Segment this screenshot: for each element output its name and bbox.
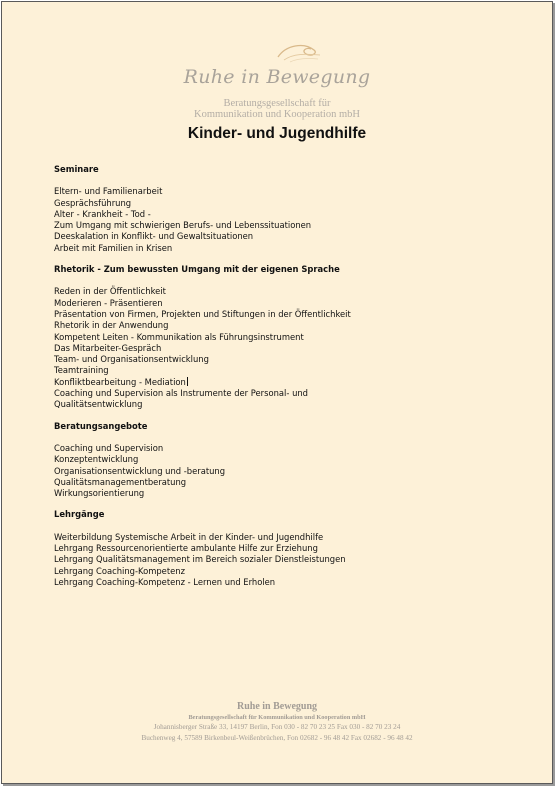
section-heading: Beratungsangebote (54, 420, 148, 431)
list-item: Qualitätsentwicklung (54, 399, 143, 410)
list-item: Rhetorik in der Anwendung (54, 320, 169, 331)
list-item: Konzeptentwicklung (54, 454, 139, 465)
list-item: Lehrgang Coaching-Kompetenz - Lernen und Erholen (54, 576, 276, 587)
list-item: Das Mitarbeiter-Gespräch (54, 342, 162, 353)
subtitle-line: Kommunikation und Kooperation mbH (194, 109, 360, 120)
swirl-logo-icon (274, 42, 324, 64)
list-item: Lehrgang Ressourcenorientierte ambulante Hilfe zur Erziehung (54, 543, 318, 554)
footer-address: Johannisberger Straße 33, 14197 Berlin, Fon 030 - 82 70 23 25 Fax 030 - 82 70 23 24 (153, 723, 401, 731)
list-item: Zum Umgang mit schwierigen Berufs- und Lebenssituationen (54, 220, 312, 231)
section-lehrgaenge (54, 509, 514, 588)
list-item: Moderieren - Präsentieren (54, 297, 163, 308)
list-item: Team- und Organisationsentwicklung (54, 354, 209, 365)
list-item: Arbeit mit Familien in Krisen (54, 242, 173, 253)
section-seminare (54, 164, 514, 254)
footer-org: Beratungsgesellschaft für Kommunikation und Kooperation mbH (188, 714, 366, 721)
brand-subtitle (2, 98, 552, 120)
document-body (54, 164, 514, 598)
brand-name: Ruhe in Bewegung (183, 66, 371, 88)
section-beratungsangebote (54, 421, 514, 500)
list-item: Organisationsentwicklung und -beratung (54, 465, 226, 476)
list-item: Alter - Krankheit - Tod - (54, 208, 151, 219)
text-cursor (187, 377, 188, 386)
list-item: Weiterbildung Systemische Arbeit in der Kinder- und Jugendhilfe (54, 531, 324, 542)
list-item: Lehrgang Coaching-Kompetenz (54, 565, 185, 576)
list-item: Kompetent Leiten - Kommunikation als Führungsinstrument (54, 331, 304, 342)
list-item: Gesprächsführung (54, 197, 132, 208)
page-footer (2, 701, 552, 744)
list-item: Reden in der Öffentlichkeit (54, 286, 166, 297)
document-page (1, 1, 553, 784)
list-item: Lehrgang Qualitätsmanagement im Bereich sozialer Dienstleistungen (54, 554, 346, 565)
list-item: Coaching und Supervision als Instrumente der Personal- und (54, 388, 308, 399)
footer-address: Buchenweg 4, 57589 Birkenbeul-Weißenbrüchen, Fon 02682 - 96 48 42 Fax 02682 - 96 48 42 (141, 734, 413, 742)
list-item: Deeskalation in Konflikt- und Gewaltsituationen (54, 231, 254, 242)
list-item: Coaching und Supervision (54, 442, 164, 453)
list-item: Eltern- und Familienarbeit (54, 186, 163, 197)
list-item: Präsentation von Firmen, Projekten und Stiftungen in der Öffentlichkeit (54, 308, 351, 319)
list-item-text: Konfliktbearbeitung - Mediation (54, 376, 186, 387)
section-heading: Lehrgänge (54, 509, 105, 520)
list-item: Qualitätsmanagementberatung (54, 476, 187, 487)
subtitle-line: Beratungsgesellschaft für (223, 98, 331, 109)
page-title: Kinder- und Jugendhilfe (187, 125, 367, 142)
section-rhetorik (54, 264, 514, 411)
footer-brand: Ruhe in Bewegung (236, 701, 317, 712)
list-item: Wirkungsorientierung (54, 488, 145, 499)
section-heading: Rhetorik - Zum bewussten Umgang mit der eigenen Sprache (54, 264, 340, 275)
list-item: Teamtraining (54, 365, 109, 376)
list-item (54, 377, 514, 388)
section-heading: Seminare (54, 164, 99, 174)
